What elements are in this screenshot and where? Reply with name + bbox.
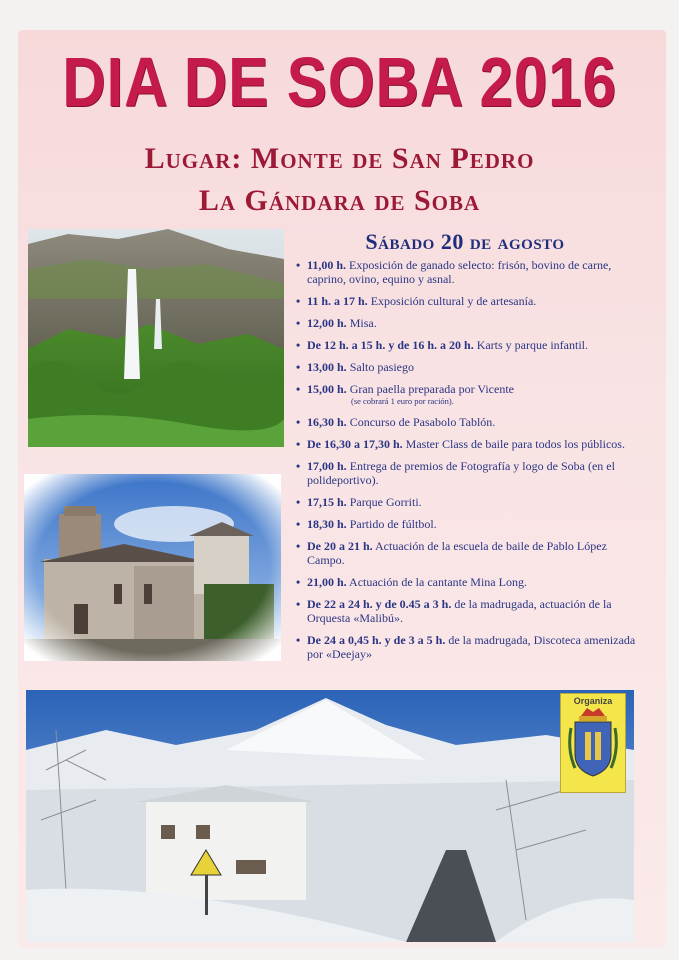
schedule-item [296,415,641,429]
schedule-time: 15,00 h. [307,382,347,396]
schedule-item [296,360,641,374]
schedule-description: de la madrugada, Discoteca amenizada por «Deejay» [307,633,636,661]
church-photo [24,474,281,661]
schedule-time: 17,00 h. [307,459,347,473]
event-schedule [296,258,641,669]
coat-of-arms-icon [561,694,625,792]
schedule-description: Exposición cultural y de artesanía. [370,294,537,308]
schedule-time: De 12 h. a 15 h. y de 16 h. a 20 h. [307,338,474,352]
location-line-1: Lugar: Monte de San Pedro [144,142,535,175]
schedule-item [296,539,641,567]
schedule-item [296,517,641,531]
schedule-time: De 24 a 0,45 h. y de 3 a 5 h. [307,633,446,647]
organiza-badge [560,693,626,793]
schedule-time: 11 h. a 17 h. [307,294,368,308]
schedule-time: 13,00 h. [307,360,347,374]
schedule-time: 16,30 h. [307,415,347,429]
schedule-item [296,495,641,509]
schedule-item [296,575,641,589]
schedule-time: 12,00 h. [307,316,347,330]
schedule-description: Concurso de Pasabolo Tablón. [349,415,496,429]
schedule-note: (se cobrará 1 euro por ración). [351,396,454,406]
waterfall-photo [28,229,284,447]
schedule-time: De 20 a 21 h. [307,539,373,553]
schedule-time: 18,30 h. [307,517,347,531]
schedule-item [296,316,641,330]
schedule-description: Entrega de premios de Fotografía y logo de Soba (en el polideportivo). [307,459,615,487]
schedule-description: Salto pasiego [349,360,415,374]
schedule-description: Karts y parque infantil. [476,338,588,352]
poster-title: DIA DE SOBA 2016 [62,43,617,121]
schedule-description: de la madrugada, actuación de la Orquesta «Malibú». [307,597,612,625]
schedule-item [296,597,641,625]
schedule-description: Master Class de baile para todos los públicos. [405,437,625,451]
schedule-description: Actuación de la cantante Mina Long. [349,575,527,589]
schedule-time: 17,15 h. [307,495,347,509]
schedule-time: De 16,30 a 17,30 h. [307,437,403,451]
schedule-description: Exposición de ganado selecto: frisón, bovino de carne, caprino, ovino, equino y asnal. [307,258,612,286]
schedule-item [296,633,641,661]
location-line-2: La Gándara de Soba [198,184,481,217]
schedule-item [296,294,641,308]
snowy-village-photo [26,690,634,942]
schedule-item [296,459,641,487]
organiza-label: Organiza [573,696,613,706]
event-date: Sábado 20 de agosto [365,229,565,254]
schedule-item [296,437,641,451]
schedule-description: Actuación de la escuela de baile de Pablo López Campo. [307,539,607,567]
schedule-item [296,258,641,286]
schedule-description: Misa. [349,316,377,330]
schedule-time: De 22 a 24 h. y de 0.45 a 3 h. [307,597,452,611]
schedule-description: Partido de fúltbol. [349,517,437,531]
schedule-description: Gran paella preparada por Vicente [349,382,514,396]
schedule-description: Parque Gorriti. [349,495,422,509]
schedule-time: 21,00 h. [307,575,347,589]
schedule-item [296,338,641,352]
schedule-time: 11,00 h. [307,258,347,272]
schedule-item [296,382,641,407]
